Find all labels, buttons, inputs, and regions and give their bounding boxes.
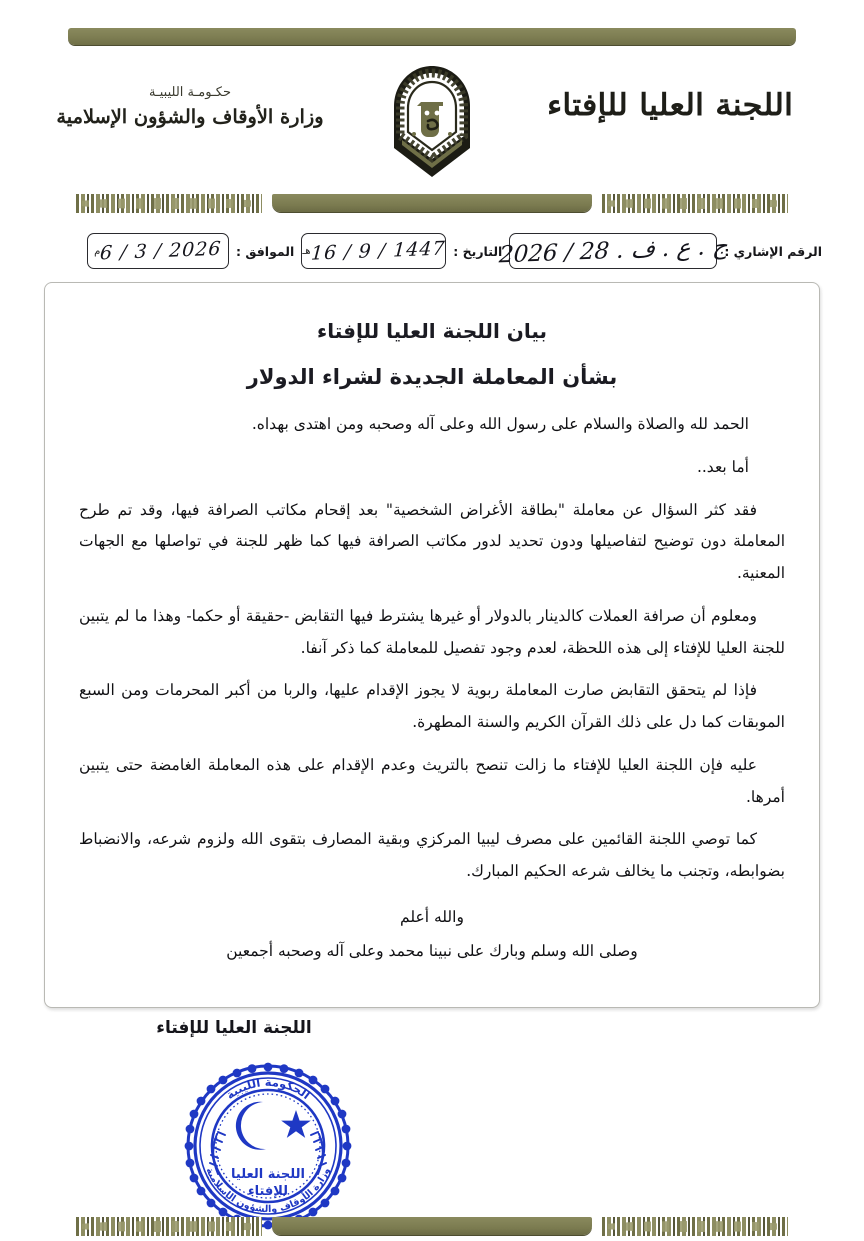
closing-salutation: وصلى الله وسلم وبارك على نبينا محمد وعلى آله وصحبه أجمعين	[226, 941, 638, 960]
gregorian-date-suffix: م	[94, 245, 101, 257]
hijri-date-value: 16 / 9 / 1447	[309, 237, 446, 265]
signature-block	[104, 1018, 364, 1038]
hijri-date-label: التاريخ :	[453, 243, 503, 259]
letterhead-committee-name: اللجنة العليا للإفتاء	[547, 88, 793, 123]
letterhead-committee-block	[520, 84, 820, 128]
footer-ornament-strip-left	[76, 1217, 262, 1236]
ornament-strip-left	[76, 194, 262, 213]
header-center-bar	[272, 194, 592, 212]
ornament-strip-right	[602, 194, 788, 213]
paragraph-amma-baad: أما بعد..	[696, 457, 749, 476]
reference-number-label: الرقم الإشاري :	[724, 243, 822, 259]
footer-center-bar	[272, 1217, 592, 1235]
letterhead-ministry-name: وزارة الأوقاف والشؤون الإسلامية	[56, 105, 324, 128]
document-body	[79, 409, 785, 888]
seal-center-line-1: اللجنة العليا	[231, 1167, 305, 1182]
paragraph-4: عليه فإن اللجنة العليا للإفتاء ما زالت تنصح بالتريث وعدم الإقدام على هذه المعاملة الغامضة حتى يتبين أمرها.	[79, 755, 785, 806]
document-subtitle: بشأن المعاملة الجديدة لشراء الدولار	[246, 365, 618, 389]
seal-bottom-text: وزارة الأوقاف والشؤون الإسلامية	[203, 1166, 333, 1216]
seal-center-line-2: للإفتاء	[247, 1184, 289, 1199]
official-seal-stamp	[184, 1062, 352, 1230]
reference-number-field[interactable]	[498, 233, 729, 269]
document-body-card	[44, 282, 820, 1008]
footer-ornament-strip-right	[602, 1217, 788, 1236]
paragraph-2: ومعلوم أن صرافة العملات كالدينار بالدولار أو غيرها يشترط فيها التقابض -حقيقة أو حكما- وهذا ما لم يتبين للجنة العليا للإفتاء إلى هذه اللحظة، لعدم وجود تفصيل للمعاملة كما ذكر آنفا.	[79, 606, 785, 657]
paragraph-1: فقد كثر السؤال عن معاملة "بطاقة الأغراض الشخصية" بعد إقحام مكاتب الصرافة فيها، وقد تم طرح المعاملة دون توضيح لتفاصيلها ودون تحديد لدور مكاتب الصرافة فيها كما ظهر للجنة في تواصلها مع الجهات المعنية.	[79, 500, 785, 583]
ministry-emblem-icon	[384, 64, 480, 180]
reference-date-row	[0, 228, 864, 274]
letterhead-government-name: حكـومـة الليبيـة	[148, 85, 232, 100]
hijri-date-field[interactable]	[301, 233, 446, 269]
header-ornament-rule	[0, 192, 864, 214]
letterhead	[0, 62, 864, 190]
closing-praise: والله أعلم	[400, 907, 464, 926]
footer-ornament-rule	[0, 1215, 864, 1237]
gregorian-date-field[interactable]	[87, 233, 229, 269]
reference-number-value: ج . ع . ف . 28 / 2026	[498, 233, 729, 269]
seal-top-text: الحكومة الليبية	[223, 1074, 313, 1103]
paragraph-opening: الحمد لله والصلاة والسلام على رسول الله وعلى آله وصحبه ومن اهتدى بهداه.	[251, 415, 749, 433]
gregorian-date-label: الموافق :	[235, 243, 295, 259]
letterhead-ministry-block	[40, 84, 340, 131]
paragraph-3: فإذا لم يتحقق التقابض صارت المعاملة ربوية لا يجوز الإقدام عليها، والربا من أكبر المحرمات ومن السبع الموبقات كما دل على ذلك القرآن الكريم والسنة المطهرة.	[79, 681, 785, 732]
header-top-bar	[0, 28, 864, 45]
gregorian-date-value: 6 / 3 / 2026	[99, 237, 223, 265]
olive-bar-decoration	[68, 28, 796, 45]
signature-committee-name: اللجنة العليا للإفتاء	[156, 1018, 312, 1038]
document-title: بيان اللجنة العليا للإفتاء	[316, 319, 548, 343]
paragraph-5: كما توصي اللجنة القائمين على مصرف ليبيا المركزي وبقية المصارف بتقوى الله ولزوم شرعه، والانضباط بضوابطه، وتجنب ما يخالف شرعه الحكيم المبارك.	[79, 830, 785, 881]
hijri-date-suffix: هـ	[302, 245, 311, 257]
